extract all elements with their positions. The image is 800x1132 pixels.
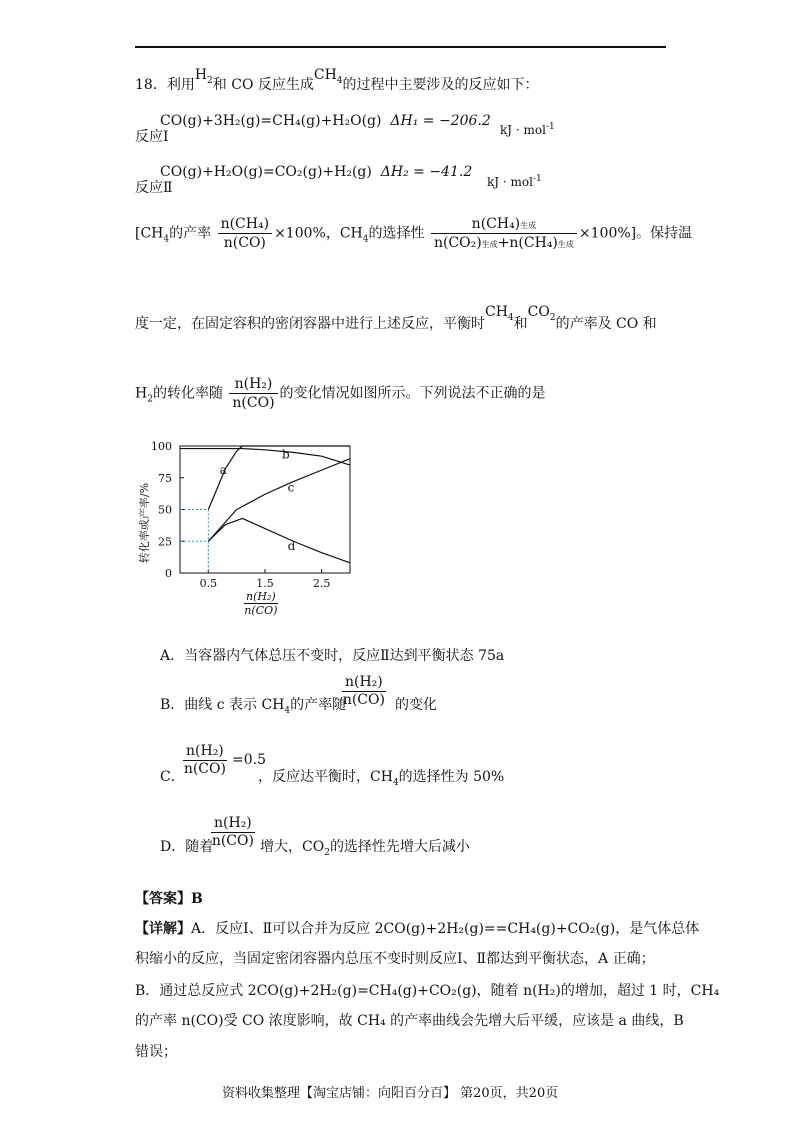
answer-heading: 【答案】B — [135, 891, 203, 907]
option-b: B．曲线 c 表示 $CH_4$的产率随 — [160, 697, 347, 716]
curve-label-c: c — [287, 480, 295, 495]
x-tick-label: 2.5 — [312, 577, 331, 590]
option-d: D．随着 — [160, 839, 214, 855]
question-number: 18． — [135, 77, 167, 93]
answer-line-4: 的产率 n(CO)受 CO 浓度影响，故 CH₄ 的产率曲线会先增大后平缓，应该是 a 曲线，B — [135, 1013, 684, 1029]
reaction-1-equation: CO(g)+3H₂(g)=CH₄(g)+H₂O(g) ΔH₁ = −206.2 — [160, 113, 491, 129]
x-axis-label: n(H₂) n(CO) — [244, 590, 278, 618]
question-stem-line1: 18．利用$H_2$和 CO 反应生成$CH_4$的过程中主要涉及的反应如下： — [135, 67, 539, 93]
reaction-2-unit: kJ · mol$^{-1}$ — [487, 174, 542, 189]
answer-line-2: 积缩小的反应，当固定密闭容器内总压不变时则反应Ⅰ、Ⅱ都达到平衡状态，A 正确； — [135, 951, 655, 967]
y-tick-label: 50 — [158, 503, 172, 517]
question-stem-line4: $H_2$的转化率随 $\frac{\text{n(H₂)}}{n(CO)}$ 的变化情况如图所示。下列说法不正确的是 — [135, 376, 546, 412]
top-rule — [135, 46, 666, 48]
option-d-fraction: n(H₂) n(CO) — [211, 815, 254, 849]
x-tick-label: 0.5 — [199, 577, 218, 590]
curve-c — [208, 459, 350, 542]
option-c-label: C． — [160, 769, 185, 785]
answer-line-1: 【详解】A．反应Ⅰ、Ⅱ可以合并为反应 2CO(g)+2H₂(g)==CH₄(g)+CO₂(g)，是气体总体 — [135, 921, 700, 937]
curve-a — [208, 446, 350, 510]
reaction-1-unit: kJ · mol$^{-1}$ — [500, 122, 555, 137]
curve-d — [208, 518, 350, 562]
page-footer: 资料收集整理【淘宝店铺：向阳百分百】 第20页，共20页 — [222, 1086, 559, 1101]
reaction-1-label: 反应Ⅰ — [135, 129, 169, 145]
selectivity-fraction: $\frac{\text{n(CH₄)生成}}{\text{n(CO₂)生成+n(CH₄)生成}}$ — [431, 216, 577, 251]
option-b-tail: 的变化 — [395, 697, 437, 713]
answer-line-3: B．通过总反应式 2CO(g)+2H₂(g)=CH₄(g)+CO₂(g)，随着 n(H₂)的增加，超过 1 时，CH₄ — [135, 983, 720, 999]
y-axis-label: 转化率或产率/% — [138, 482, 151, 564]
yield-fraction: $\frac{\text{n(CH₄)}}{n(CO)}$ — [218, 216, 272, 251]
x-tick-label: 1.5 — [256, 577, 274, 590]
ratio-fraction: $\frac{\text{n(H₂)}}{n(CO)}$ — [229, 376, 277, 411]
option-a: A．当容器内气体总压不变时，反应Ⅱ达到平衡状态 75a — [160, 648, 505, 664]
curve-b — [180, 449, 350, 466]
curve-label-b: b — [282, 447, 290, 462]
option-c-eq: =0.5 — [232, 752, 266, 768]
question-stem-line3: 度一定，在固定容积的密闭容器中进行上述反应，平衡时$CH_4$和$CO_2$的产率及 CO 和 — [135, 304, 657, 332]
definitions-line: [$CH_4$的产率 $\frac{\text{n(CH₄)}}{n(CO)}$ ×100%，$CH_4$的选择性 $\frac{\text{n(CH₄)生成}}{\text{n(CO₂)生成+n(CH₄)生成}}$ ×100%]。保持温 — [135, 216, 693, 252]
y-tick-label: 0 — [165, 567, 172, 580]
y-tick-label: 100 — [151, 440, 172, 453]
option-c-fraction: n(H₂) n(CO) — [183, 743, 226, 777]
curve-label-d: d — [287, 539, 296, 554]
option-d-tail: 增大，$CO_2$的选择性先增大后减小 — [260, 839, 470, 858]
answer-line-5: 错误； — [135, 1044, 177, 1060]
reaction-2-label: 反应Ⅱ — [135, 180, 173, 196]
option-b-fraction: n(H₂) n(CO) — [342, 674, 385, 708]
reaction-2-equation: CO(g)+H₂O(g)=CO₂(g)+H₂(g) ΔH₂ = −41.2 — [160, 164, 473, 180]
option-c: ，反应达平衡时，$CH_4$的选择性为 50% — [258, 769, 505, 788]
curve-label-a: a — [219, 462, 227, 477]
y-tick-label: 75 — [158, 471, 172, 485]
y-tick-label: 25 — [158, 535, 172, 549]
